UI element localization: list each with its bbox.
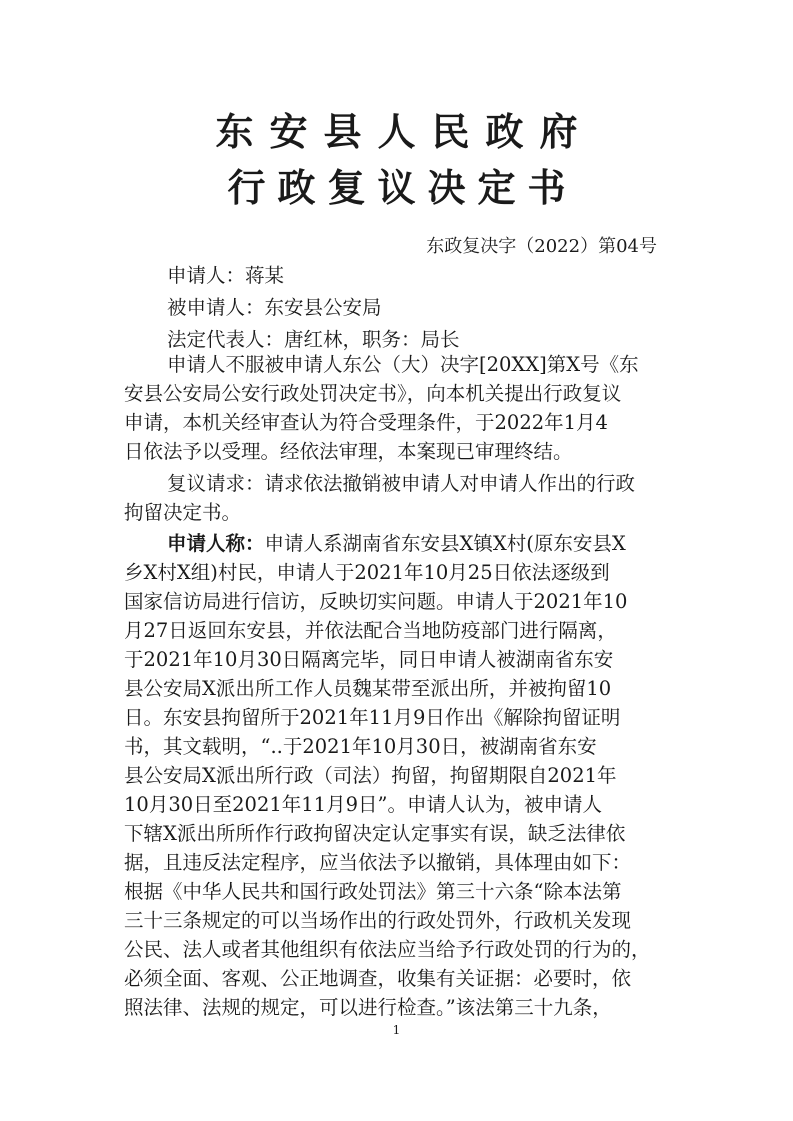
claim-line: 据，且违反法定程序，应当依法予以撤销，具体理由如下： [124, 851, 632, 874]
claim-line: 乡X村X组)村民，申请人于2021年10月25日依法逐级到 [124, 561, 610, 584]
request-line: 复议请求：请求依法撤销被申请人对申请人作出的行政 [167, 472, 636, 495]
applicant-line: 申请人：蒋某 [167, 264, 285, 287]
intro-line: 安县公安局公安行政处罚决定书》，向本机关提出行政复议 [124, 382, 622, 405]
claim-line: 于2021年10月30日隔离完毕，同日申请人被湖南省东安 [124, 648, 614, 671]
claim-first-line [167, 530, 626, 558]
claim-line: 申请人系湖南省东安县X镇X村(原东安县X [264, 532, 626, 555]
claim-line: 日。东安县拘留所于2021年11月9日作出《解除拘留证明 [124, 706, 621, 729]
document-number: 东政复决字（2022）第04号 [426, 236, 657, 257]
claim-line: 必须全面、客观、公正地调查，收集有关证据：必要时，依 [124, 967, 632, 990]
page-number: 1 [392, 1023, 401, 1037]
claim-line: 照法律、法规的规定，可以进行检查。”该法第三十九条， [124, 996, 612, 1019]
claim-line: 三十三条规定的可以当场作出的行政处罚外，行政机关发现 [124, 909, 632, 932]
claim-line: 月27日返回东安县，并依法配合当地防疫部门进行隔离， [124, 619, 617, 642]
claim-line: 下辖X派出所所作行政拘留决定认定事实有误，缺乏法律依 [124, 822, 626, 845]
claim-heading: 申请人称： [167, 532, 265, 555]
legal-representative-line: 法定代表人：唐红林，职务：局长 [167, 328, 460, 351]
intro-line: 日依法予以受理。经依法审理，本案现已审理终结。 [124, 440, 573, 463]
claim-line: 根据《中华人民共和国行政处罚法》第三十六条“除本法第 [124, 880, 622, 903]
claim-line: 10月30日至2021年11月9日”。申请人认为，被申请人 [124, 793, 602, 816]
claim-line: 县公安局X派出所行政（司法）拘留，拘留期限自2021年 [124, 764, 617, 787]
respondent-line: 被申请人：东安县公安局 [167, 296, 382, 319]
document-title-line2: 行政复议决定书 [227, 165, 578, 210]
claim-line: 书，其文载明，“..于2021年10月30日，被湖南省东安 [124, 735, 597, 758]
intro-line: 申请人不服被申请人东公（大）决字[20XX]第X号《东 [167, 353, 639, 376]
request-line: 拘留决定书。 [124, 501, 242, 524]
claim-line: 公民、法人或者其他组织有依法应当给予行政处罚的行为的， [124, 938, 651, 961]
intro-line: 申请，本机关经审查认为符合受理条件，于2022年1月4 [124, 411, 608, 434]
claim-line: 县公安局X派出所工作人员魏某带至派出所，并被拘留10 [124, 677, 612, 700]
document-title-line1: 东安县人民政府 [215, 109, 594, 154]
claim-line: 国家信访局进行信访，反映切实问题。申请人于2021年10 [124, 590, 628, 613]
